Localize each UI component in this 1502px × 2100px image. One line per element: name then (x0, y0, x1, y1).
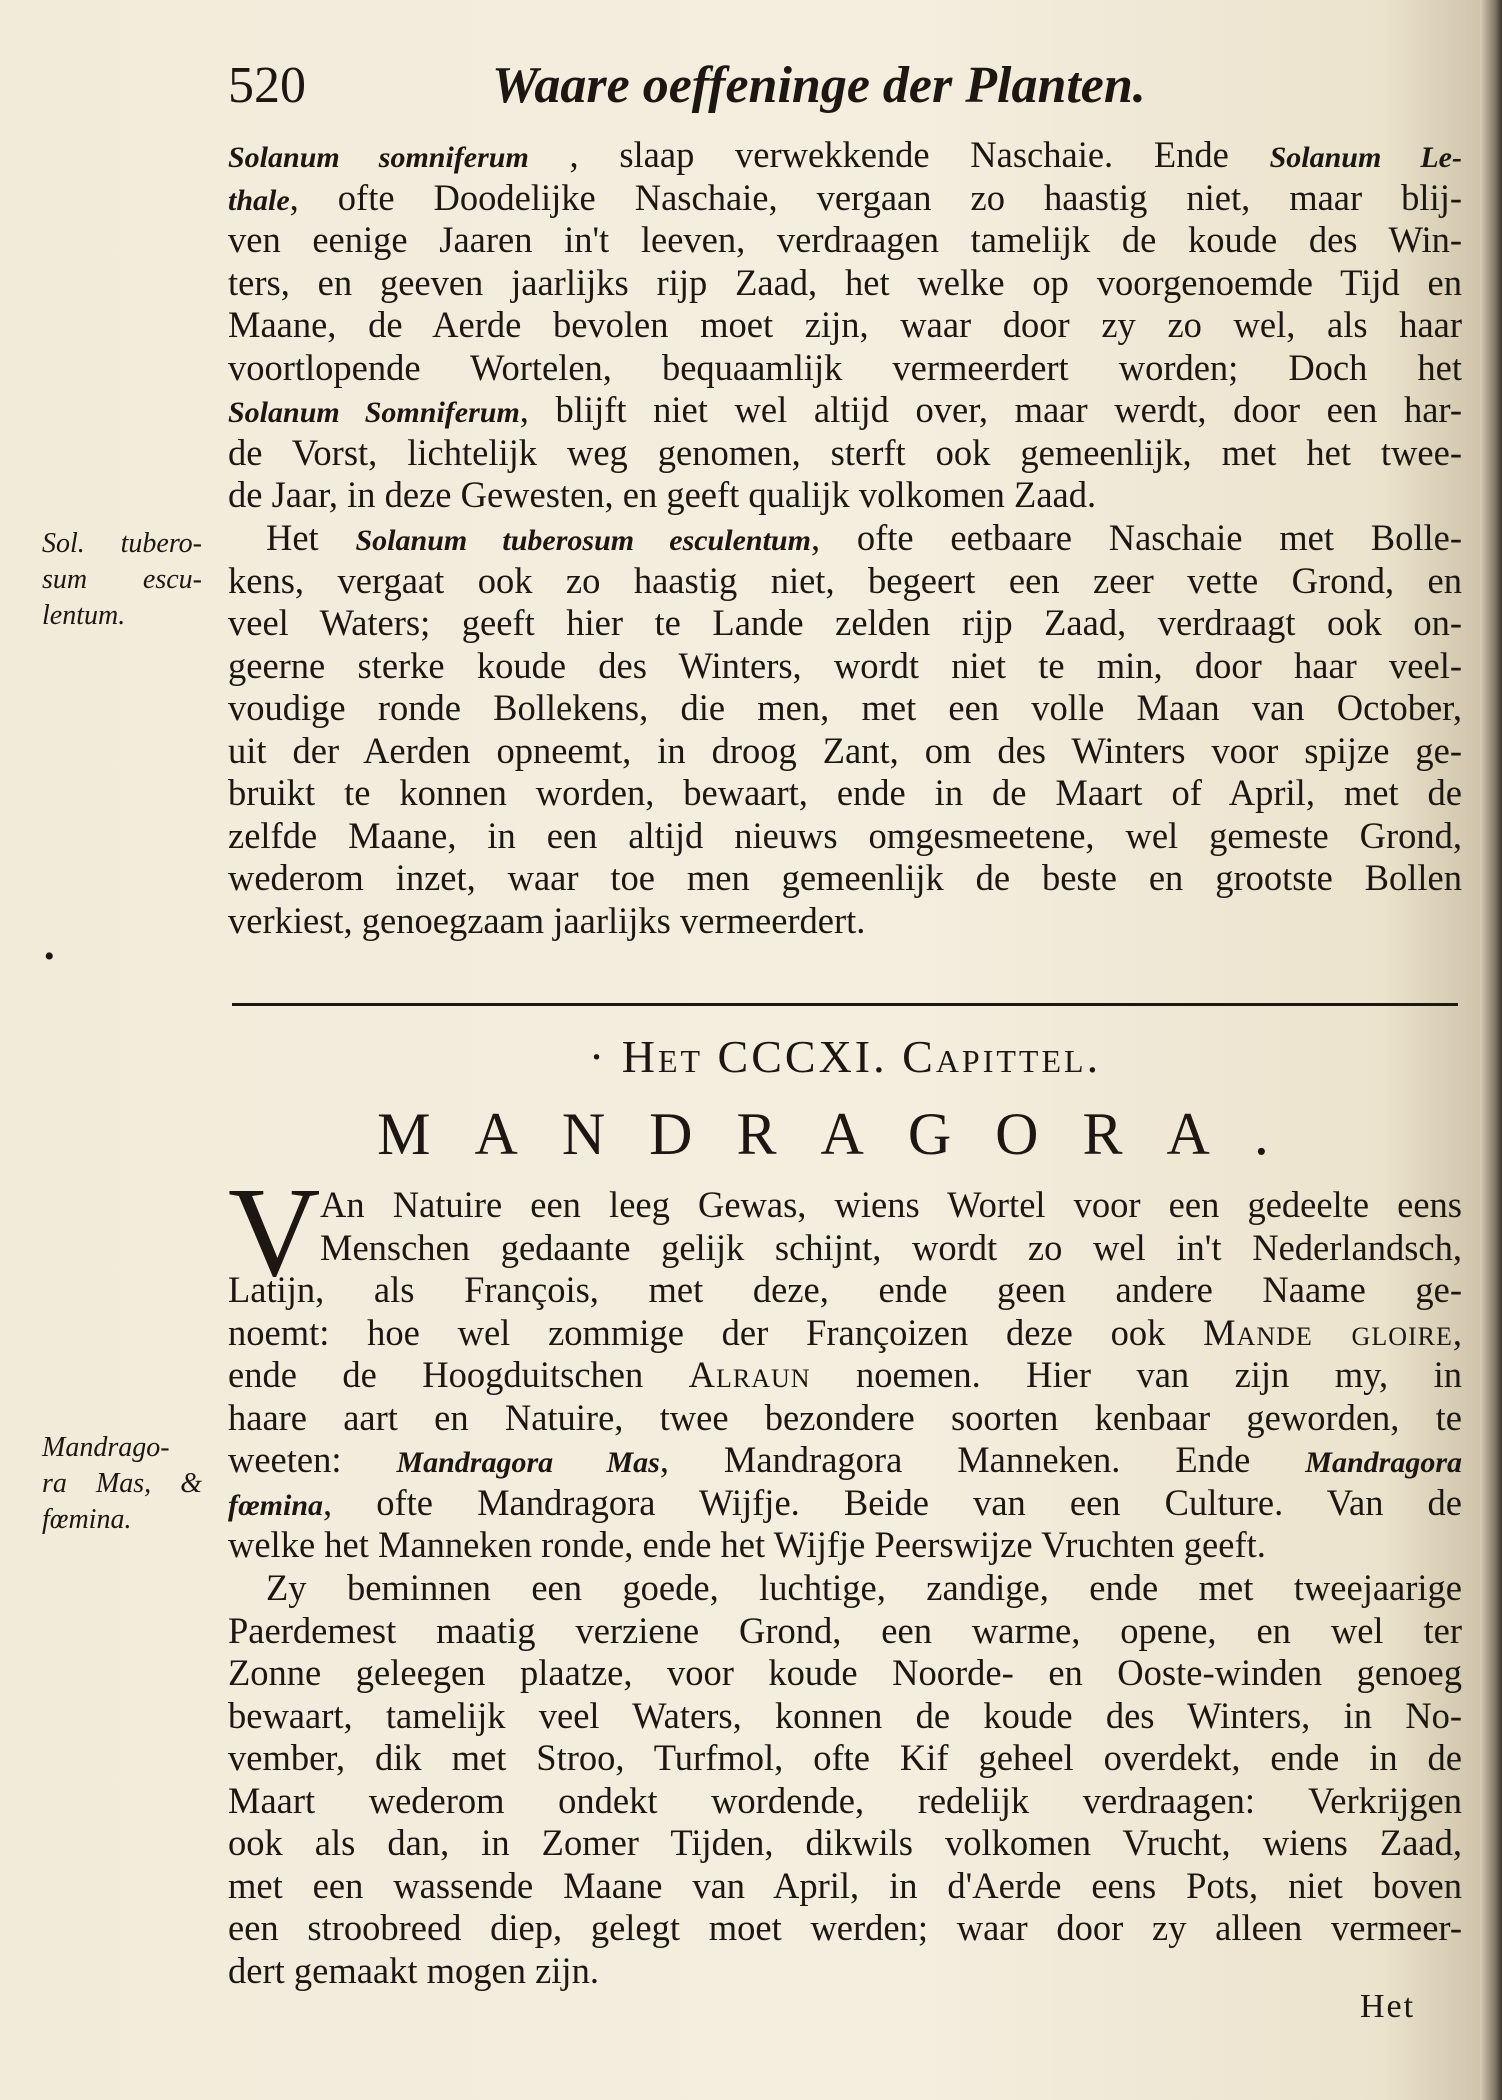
latin-term: Solanum somniferum (228, 141, 529, 174)
text-run: bruikt te konnen worden, bewaart, ende in de Maart of April, met de (228, 772, 1462, 813)
catchword: Het (1360, 1988, 1416, 2025)
chapter-heading-suffix: Capittel. (902, 1031, 1102, 1082)
text-line (228, 815, 1462, 858)
text-line (228, 432, 1462, 475)
text-run: een stroobreed diep, gelegt moet werden; waar door zy alleen vermeer- (228, 1907, 1462, 1948)
text-line (228, 1227, 1462, 1270)
text-line (228, 857, 1462, 900)
text-line (228, 1567, 1462, 1610)
margin-note-sol-tuberosum (42, 526, 202, 634)
text-run: haare aart en Natuire, twee bezondere soorten kenbaar geworden, te (228, 1396, 1462, 1438)
text-run: , Mandragora Manneken. Ende (659, 1439, 1306, 1480)
drop-cap: V (228, 1161, 321, 1303)
text-run: , slaap verwekkende Naschaie. Ende (528, 134, 1270, 175)
text-run: , blijft niet wel altijd over, maar werdt, door een har- (519, 389, 1462, 430)
margin-note-line: fœmina. (42, 1504, 132, 1535)
text-run: Zy beminnen een goede, luchtige, zandige, ende met tweejaarige (266, 1567, 1462, 1608)
text-line (228, 262, 1462, 305)
text-line (228, 1737, 1462, 1780)
text-run: welke het Manneken ronde, ende het Wijfje Peerswijze Vruchten geeft. (228, 1524, 1266, 1565)
margin-note-line: sum escu- (42, 564, 202, 595)
text-run: , ofte Doodelijke Naschaie, vergaan zo haastig niet, maar blij- (289, 176, 1462, 218)
text-run: voudige ronde Bollekens, die men, met een volle Maan van October, (228, 687, 1462, 728)
text-run: met een wassende Maane van April, in d'Aerde eens Pots, niet boven (228, 1864, 1462, 1906)
chapter-heading (232, 1030, 1458, 1083)
margin-note-line: ra Mas, & (42, 1468, 202, 1499)
text-line (228, 1524, 1462, 1567)
text-line (228, 1184, 1462, 1227)
text-run: noemen. Hier van zijn my, in (810, 1354, 1462, 1395)
text-line (228, 517, 1462, 560)
text-run: vember, dik met Stroo, Turfmol, ofte Kif geheel overdekt, ende in de (228, 1737, 1462, 1778)
text-run: dert gemaakt mogen zijn. (228, 1949, 599, 1991)
text-run: Zonne geleegen plaatze, voor koude Noorde- en Ooste-winden genoeg (228, 1652, 1462, 1693)
text-run: bewaart, tamelijk veel Waters, konnen de koude des Winters, in No- (228, 1694, 1462, 1736)
margin-note-line: Sol. tubero- (42, 528, 202, 559)
text-line (228, 560, 1462, 603)
text-line (228, 304, 1462, 347)
paragraph-mandragora-intro (228, 1184, 1462, 1567)
text-line (228, 389, 1462, 432)
text-run: ven eenige Jaaren in't leeven, verdraagen tamelijk de koude des Win- (228, 219, 1462, 260)
text-run: zelfde Maane, in een altijd nieuws omgesmeetene, wel gemeste Grond, (228, 814, 1462, 856)
text-run: noemt: hoe wel zommige der Françoizen deze ook (228, 1311, 1204, 1353)
text-run: Het (266, 517, 356, 558)
text-line (228, 687, 1462, 730)
text-line (228, 1907, 1462, 1950)
text-line (228, 772, 1462, 815)
text-line (228, 1652, 1462, 1695)
latin-term: Mandragora Mas (396, 1446, 660, 1479)
text-line (228, 1950, 1462, 1993)
text-run: ende de Hoogduitschen (228, 1354, 689, 1395)
text-run: veel Waters; geeft hier te Lande zelden rijp Zaad, verdraagt ook on- (228, 602, 1462, 643)
text-run: Maart wederom ondekt wordende, redelijk verdraagen: Verkrijgen (228, 1779, 1462, 1821)
chapter-number: CCCXI. (717, 1031, 888, 1082)
latin-term: fœmina (228, 1488, 324, 1522)
text-run: ook als dan, in Zomer Tijden, dikwils volkomen Vrucht, wiens Zaad, (228, 1822, 1462, 1863)
text-run: , ofte Mandragora Wijfje. Beide van een Culture. Van de (323, 1481, 1462, 1523)
text-line (228, 1780, 1462, 1823)
text-run: , ofte eetbaare Naschaie met Bolle- (810, 517, 1462, 558)
text-line (228, 474, 1462, 517)
text-line (228, 347, 1462, 390)
text-line (228, 730, 1462, 773)
margin-note-line: Mandrago- (42, 1432, 170, 1463)
text-run: Menschen gedaante gelijk schijnt, wordt zo wel in't Nederlandsch, (320, 1226, 1462, 1268)
text-line (228, 1312, 1462, 1355)
text-line (228, 1397, 1462, 1440)
margin-note-mandragora (42, 1430, 202, 1538)
latin-term: Solanum Le- (1269, 141, 1462, 174)
paragraph-solanum-tuberosum (228, 517, 1462, 942)
text-run: ters, en geeven jaarlijks rijp Zaad, het welke op voorgenoemde Tijd en (228, 261, 1462, 303)
text-run: voortlopende Wortelen, bequaamlijk vermeerdert worden; Doch het (228, 346, 1462, 388)
paragraph-solanum-somniferum (228, 134, 1462, 517)
text-line (228, 1354, 1462, 1397)
latin-term: thale (228, 183, 290, 217)
latin-term: Solanum tuberosum esculentum (355, 524, 811, 557)
text-line (228, 1610, 1462, 1653)
text-line (228, 219, 1462, 262)
text-run: Latijn, als François, met deze, ende geen andere Naame ge- (228, 1269, 1462, 1310)
latin-term: Mandragora (1305, 1446, 1462, 1479)
small-caps-term: Alraun (688, 1354, 811, 1395)
text-line (228, 1865, 1462, 1908)
text-line (228, 1439, 1462, 1482)
text-line (228, 1482, 1462, 1525)
paragraph-mandragora-culture (228, 1567, 1462, 1992)
text-line (228, 1695, 1462, 1738)
text-run: de Jaar, in deze Gewesten, en geeft qualijk volkomen Zaad. (228, 474, 1097, 515)
chapter-heading-prefix: · Het (588, 1031, 704, 1082)
text-run: uit der Aerden opneemt, in droog Zant, om des Winters voor spijze ge- (228, 729, 1462, 771)
latin-term: Solanum Somniferum (228, 396, 520, 429)
chapter-title: MANDRAGORA. (377, 1101, 1313, 1167)
text-line (228, 602, 1462, 645)
margin-note-line: lentum. (42, 600, 126, 631)
text-line (228, 1269, 1462, 1312)
text-run: kens, vergaat ook zo haastig niet, begeert een zeer vette Grond, en (228, 559, 1462, 601)
text-run: de Vorst, lichtelijk weg genomen, sterft ook gemeenlijk, met het twee- (228, 431, 1462, 473)
page-edge-shadow (1480, 0, 1502, 2100)
text-line (228, 134, 1462, 177)
text-run: verkiest, genoegzaam jaarlijks vermeerdert. (228, 899, 866, 941)
text-run: Paerdemest maatig verziene Grond, een warme, opene, en wel ter (228, 1609, 1462, 1651)
text-line (228, 1822, 1462, 1865)
text-line (228, 645, 1462, 688)
running-title: Waare oeffeninge der Planten. (492, 57, 1146, 114)
text-run: wederom inzet, waar toe men gemeenlijk de beste en grootste Bollen (228, 857, 1462, 898)
text-run: Maane, de Aerde bevolen moet zijn, waar door zy zo wel, als haar (228, 304, 1462, 345)
text-run: weeten: (228, 1439, 397, 1480)
text-run: geerne sterke koude des Winters, wordt niet te min, door haar veel- (228, 644, 1462, 686)
page-number: 520 (228, 57, 306, 114)
text-run: , (1452, 1311, 1462, 1353)
small-caps-term: Mande gloire (1203, 1311, 1453, 1353)
page-header (228, 56, 1468, 126)
text-run: An Natuire een leeg Gewas, wiens Wortel voor een gedeelte eens (320, 1184, 1462, 1225)
text-line (228, 177, 1462, 220)
margin-mark: • (44, 940, 55, 973)
section-rule (232, 1003, 1458, 1006)
text-line (228, 900, 1462, 943)
